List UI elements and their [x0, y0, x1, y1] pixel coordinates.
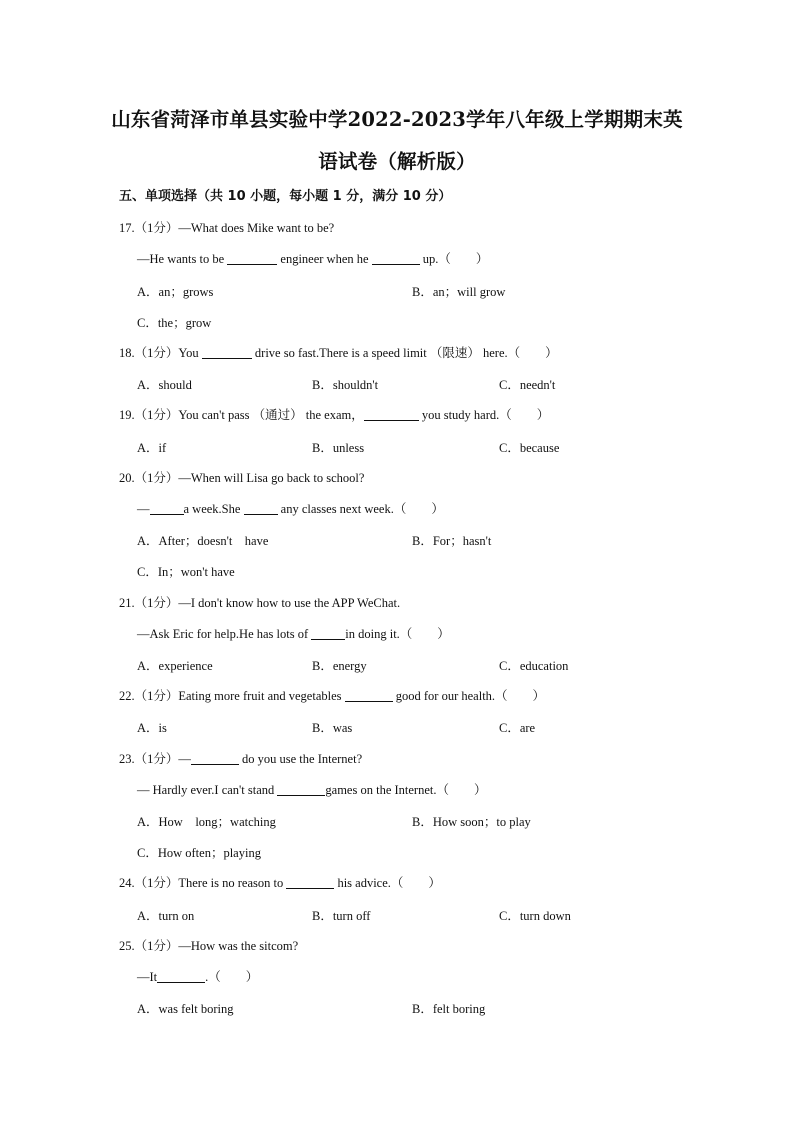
option-b: B．For；hasn't: [412, 534, 492, 548]
option-b: B．was: [312, 721, 353, 735]
option-c: C．education: [499, 659, 569, 673]
answer-blank: [150, 502, 184, 515]
answer-blank: [157, 970, 205, 983]
answer-blank: [202, 346, 252, 359]
question-24: 24.（1分）There is no reason to his advice.（ ）: [119, 876, 441, 890]
question-21: 21.（1分）—I don't know how to use the APP WeChat.: [119, 596, 401, 610]
question-21-line2: —Ask Eric for help.He has lots of in doing it.（ ）: [137, 627, 450, 641]
question-22: 22.（1分）Eating more fruit and vegetables good for our health.（ ）: [119, 689, 546, 703]
question-25-line2: —It .（ ）: [137, 970, 259, 984]
option-b: B．shouldn't: [312, 378, 379, 392]
section-heading: 五、单项选择（共 10 小题，每小题 1 分，满分 10 分）: [119, 189, 452, 204]
option-c: C．How often；playing: [137, 846, 261, 860]
exam-title-line2: 语试卷（解析版）: [318, 150, 476, 173]
option-b: B．unless: [312, 441, 365, 455]
answer-blank: [227, 252, 277, 265]
option-a: A．After；doesn't have: [137, 534, 269, 548]
option-a: A．turn on: [137, 909, 195, 923]
option-a: A．should: [137, 378, 192, 392]
answer-blank: [311, 627, 345, 640]
question-17: 17.（1分）—What does Mike want to be?: [119, 221, 335, 235]
answer-blank: [244, 502, 278, 515]
option-c: C．In；won't have: [137, 565, 235, 579]
question-20: 20.（1分）—When will Lisa go back to school?: [119, 471, 365, 485]
option-c: C．are: [499, 721, 536, 735]
option-a: A．experience: [137, 659, 213, 673]
answer-blank: [364, 408, 419, 421]
option-b: B．an；will grow: [412, 285, 506, 299]
option-b: B．felt boring: [412, 1002, 486, 1016]
question-19: 19.（1分）You can't pass （通过） the exam， you study hard.（ ）: [119, 408, 550, 422]
question-17-line2: —He wants to be engineer when he up.（ ）: [137, 252, 489, 266]
answer-blank: [286, 876, 334, 889]
option-a: A．an；grows: [137, 285, 214, 299]
option-a: A．is: [137, 721, 167, 735]
option-c: C．because: [499, 441, 560, 455]
question-23-line2: — Hardly ever.I can't stand games on the Internet.（ ）: [137, 783, 487, 797]
option-c: C．needn't: [499, 378, 556, 392]
question-20-line2: — a week.She any classes next week.（ ）: [137, 502, 444, 516]
answer-blank: [345, 689, 393, 702]
option-a: A．was felt boring: [137, 1002, 234, 1016]
answer-blank: [277, 783, 325, 796]
option-b: B．energy: [312, 659, 367, 673]
option-b: B．How soon；to play: [412, 815, 531, 829]
option-a: A．How long；watching: [137, 815, 276, 829]
question-25: 25.（1分）—How was the sitcom?: [119, 939, 299, 953]
question-18: 18.（1分）You drive so fast.There is a speed limit （限速） here.（ ）: [119, 346, 558, 360]
option-c: C．turn down: [499, 909, 571, 923]
question-23: 23.（1分）— do you use the Internet?: [119, 752, 363, 766]
answer-blank: [372, 252, 420, 265]
option-c: C．the；grow: [137, 316, 212, 330]
option-a: A．if: [137, 441, 167, 455]
exam-title-line1: 山东省菏泽市单县实验中学2022-2023学年八年级上学期期末英: [111, 108, 683, 131]
option-b: B．turn off: [312, 909, 371, 923]
answer-blank: [191, 752, 239, 765]
